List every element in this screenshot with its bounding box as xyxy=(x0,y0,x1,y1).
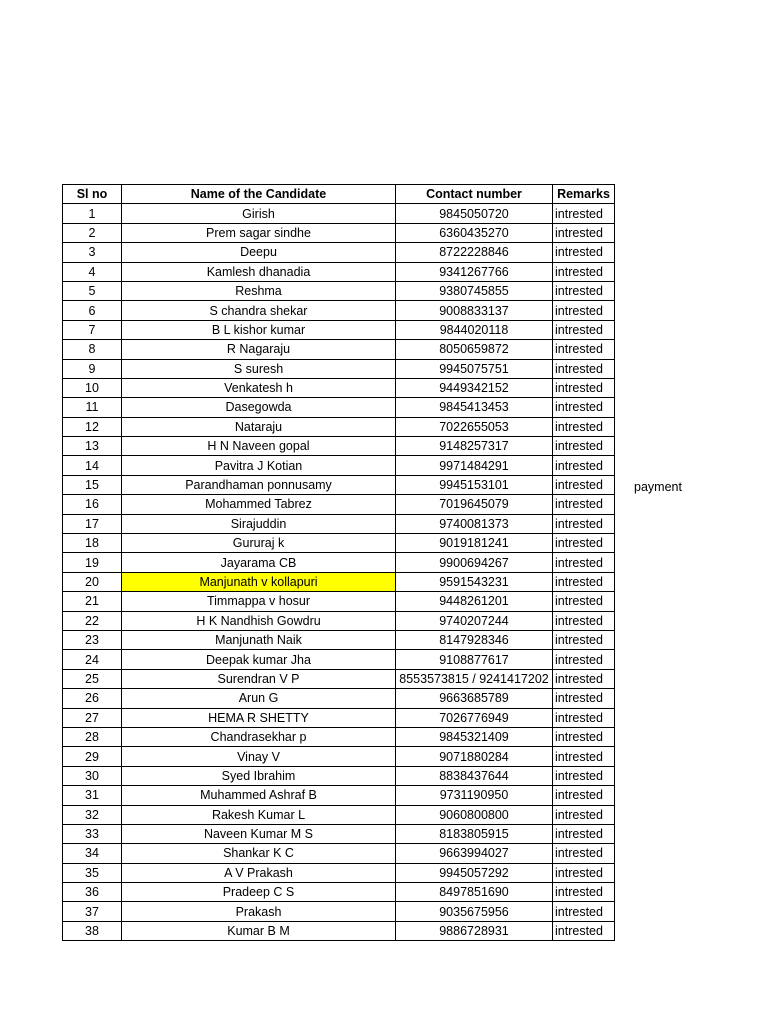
cell-sl-no: 5 xyxy=(63,281,122,300)
cell-candidate-name: Naveen Kumar M S xyxy=(122,824,396,843)
table-row xyxy=(63,766,615,785)
cell-sl-no: 2 xyxy=(63,223,122,242)
cell-contact-number: 8722228846 xyxy=(396,243,553,262)
cell-remarks: intrested xyxy=(553,359,615,378)
cell-contact-number: 9740081373 xyxy=(396,514,553,533)
table-row xyxy=(63,417,615,436)
table-row xyxy=(63,359,615,378)
cell-remarks: intrested xyxy=(553,301,615,320)
cell-contact-number: 9449342152 xyxy=(396,378,553,397)
table-row xyxy=(63,223,615,242)
cell-contact-number: 9731190950 xyxy=(396,786,553,805)
cell-remarks: intrested xyxy=(553,456,615,475)
cell-sl-no: 36 xyxy=(63,883,122,902)
cell-contact-number: 9845321409 xyxy=(396,727,553,746)
cell-contact-number: 9035675956 xyxy=(396,902,553,921)
cell-sl-no: 31 xyxy=(63,786,122,805)
candidate-sheet xyxy=(62,184,615,941)
cell-remarks: intrested xyxy=(553,786,615,805)
cell-remarks: intrested xyxy=(553,747,615,766)
table-row xyxy=(63,883,615,902)
table-row xyxy=(63,475,615,494)
table-row xyxy=(63,844,615,863)
cell-remarks: intrested xyxy=(553,475,615,494)
cell-contact-number: 8147928346 xyxy=(396,630,553,649)
cell-remarks: intrested xyxy=(553,223,615,242)
cell-remarks: intrested xyxy=(553,921,615,940)
cell-sl-no: 19 xyxy=(63,553,122,572)
cell-contact-number: 9945057292 xyxy=(396,863,553,882)
table-row xyxy=(63,572,615,591)
cell-remarks: intrested xyxy=(553,805,615,824)
table-row xyxy=(63,630,615,649)
cell-remarks: intrested xyxy=(553,514,615,533)
cell-sl-no: 32 xyxy=(63,805,122,824)
cell-candidate-name: Shankar K C xyxy=(122,844,396,863)
cell-candidate-name: B L kishor kumar xyxy=(122,320,396,339)
cell-sl-no: 30 xyxy=(63,766,122,785)
cell-sl-no: 1 xyxy=(63,204,122,223)
cell-sl-no: 37 xyxy=(63,902,122,921)
cell-contact-number: 9108877617 xyxy=(396,650,553,669)
table-row xyxy=(63,495,615,514)
header-contact-number: Contact number xyxy=(396,185,553,204)
cell-contact-number: 7019645079 xyxy=(396,495,553,514)
cell-sl-no: 3 xyxy=(63,243,122,262)
header-sl-no: Sl no xyxy=(63,185,122,204)
cell-candidate-name: Chandrasekhar p xyxy=(122,727,396,746)
cell-sl-no: 4 xyxy=(63,262,122,281)
cell-sl-no: 16 xyxy=(63,495,122,514)
cell-remarks: intrested xyxy=(553,824,615,843)
table-row xyxy=(63,320,615,339)
cell-sl-no: 38 xyxy=(63,921,122,940)
cell-remarks: intrested xyxy=(553,243,615,262)
cell-remarks: intrested xyxy=(553,417,615,436)
cell-remarks: intrested xyxy=(553,553,615,572)
cell-remarks: intrested xyxy=(553,495,615,514)
cell-candidate-name: HEMA R SHETTY xyxy=(122,708,396,727)
table-row xyxy=(63,805,615,824)
cell-contact-number: 9845050720 xyxy=(396,204,553,223)
cell-contact-number: 9008833137 xyxy=(396,301,553,320)
cell-remarks: intrested xyxy=(553,902,615,921)
candidate-table xyxy=(62,184,615,941)
cell-candidate-name: Rakesh Kumar L xyxy=(122,805,396,824)
cell-sl-no: 10 xyxy=(63,378,122,397)
cell-contact-number: 9663685789 xyxy=(396,689,553,708)
cell-remarks: intrested xyxy=(553,650,615,669)
cell-contact-number: 8838437644 xyxy=(396,766,553,785)
cell-candidate-name: Gururaj k xyxy=(122,534,396,553)
table-row xyxy=(63,863,615,882)
cell-candidate-name: S suresh xyxy=(122,359,396,378)
cell-candidate-name: Manjunath v kollapuri xyxy=(122,572,396,591)
cell-sl-no: 26 xyxy=(63,689,122,708)
cell-remarks: intrested xyxy=(553,727,615,746)
cell-candidate-name: Venkatesh h xyxy=(122,378,396,397)
cell-contact-number: 9591543231 xyxy=(396,572,553,591)
cell-sl-no: 8 xyxy=(63,340,122,359)
cell-contact-number: 9663994027 xyxy=(396,844,553,863)
cell-candidate-name: Vinay V xyxy=(122,747,396,766)
cell-remarks: intrested xyxy=(553,766,615,785)
cell-contact-number: 9448261201 xyxy=(396,592,553,611)
cell-remarks: intrested xyxy=(553,592,615,611)
cell-candidate-name: Kumar B M xyxy=(122,921,396,940)
cell-sl-no: 9 xyxy=(63,359,122,378)
cell-remarks: intrested xyxy=(553,883,615,902)
cell-remarks: intrested xyxy=(553,320,615,339)
cell-sl-no: 34 xyxy=(63,844,122,863)
cell-candidate-name: Muhammed Ashraf B xyxy=(122,786,396,805)
table-row xyxy=(63,689,615,708)
cell-remarks: intrested xyxy=(553,281,615,300)
cell-contact-number: 8497851690 xyxy=(396,883,553,902)
cell-candidate-name: Reshma xyxy=(122,281,396,300)
cell-sl-no: 6 xyxy=(63,301,122,320)
cell-contact-number: 9945075751 xyxy=(396,359,553,378)
cell-contact-number: 9740207244 xyxy=(396,611,553,630)
table-row xyxy=(63,553,615,572)
header-candidate-name: Name of the Candidate xyxy=(122,185,396,204)
cell-contact-number: 9844020118 xyxy=(396,320,553,339)
cell-candidate-name: Pavitra J Kotian xyxy=(122,456,396,475)
cell-contact-number: 8553573815 / 9241417202 xyxy=(396,669,553,688)
cell-candidate-name: Sirajuddin xyxy=(122,514,396,533)
cell-candidate-name: Deepak kumar Jha xyxy=(122,650,396,669)
cell-sl-no: 24 xyxy=(63,650,122,669)
table-row xyxy=(63,902,615,921)
cell-candidate-name: Dasegowda xyxy=(122,398,396,417)
cell-candidate-name: Deepu xyxy=(122,243,396,262)
cell-remarks: intrested xyxy=(553,844,615,863)
cell-candidate-name: Mohammed Tabrez xyxy=(122,495,396,514)
cell-remarks: intrested xyxy=(553,708,615,727)
cell-sl-no: 15 xyxy=(63,475,122,494)
cell-contact-number: 6360435270 xyxy=(396,223,553,242)
cell-sl-no: 20 xyxy=(63,572,122,591)
table-row xyxy=(63,514,615,533)
cell-candidate-name: Nataraju xyxy=(122,417,396,436)
cell-sl-no: 21 xyxy=(63,592,122,611)
table-row xyxy=(63,708,615,727)
cell-sl-no: 33 xyxy=(63,824,122,843)
cell-sl-no: 13 xyxy=(63,437,122,456)
cell-contact-number: 8050659872 xyxy=(396,340,553,359)
cell-contact-number: 9886728931 xyxy=(396,921,553,940)
cell-contact-number: 9945153101 xyxy=(396,475,553,494)
cell-candidate-name: Girish xyxy=(122,204,396,223)
cell-candidate-name: A V Prakash xyxy=(122,863,396,882)
cell-candidate-name: S chandra shekar xyxy=(122,301,396,320)
cell-candidate-name: Prakash xyxy=(122,902,396,921)
cell-remarks: intrested xyxy=(553,340,615,359)
cell-remarks: intrested xyxy=(553,611,615,630)
table-row xyxy=(63,378,615,397)
cell-candidate-name: Arun G xyxy=(122,689,396,708)
cell-remarks: intrested xyxy=(553,534,615,553)
cell-contact-number: 9060800800 xyxy=(396,805,553,824)
table-row xyxy=(63,669,615,688)
cell-candidate-name: Jayarama CB xyxy=(122,553,396,572)
cell-candidate-name: Syed Ibrahim xyxy=(122,766,396,785)
cell-contact-number: 9380745855 xyxy=(396,281,553,300)
cell-contact-number: 8183805915 xyxy=(396,824,553,843)
cell-contact-number: 9845413453 xyxy=(396,398,553,417)
table-row xyxy=(63,921,615,940)
header-row xyxy=(63,185,615,204)
cell-remarks: intrested xyxy=(553,863,615,882)
cell-candidate-name: H N Naveen gopal xyxy=(122,437,396,456)
cell-remarks: intrested xyxy=(553,572,615,591)
candidate-rows xyxy=(63,204,615,941)
table-row xyxy=(63,281,615,300)
cell-contact-number: 9900694267 xyxy=(396,553,553,572)
table-row xyxy=(63,650,615,669)
table-row xyxy=(63,301,615,320)
cell-remarks: intrested xyxy=(553,689,615,708)
cell-contact-number: 9341267766 xyxy=(396,262,553,281)
cell-remarks: intrested xyxy=(553,630,615,649)
table-row xyxy=(63,611,615,630)
cell-remarks: intrested xyxy=(553,262,615,281)
cell-contact-number: 9071880284 xyxy=(396,747,553,766)
table-row xyxy=(63,456,615,475)
cell-candidate-name: Pradeep C S xyxy=(122,883,396,902)
table-row xyxy=(63,340,615,359)
table-row xyxy=(63,262,615,281)
table-row xyxy=(63,824,615,843)
cell-candidate-name: Prem sagar sindhe xyxy=(122,223,396,242)
cell-sl-no: 14 xyxy=(63,456,122,475)
cell-sl-no: 22 xyxy=(63,611,122,630)
cell-candidate-name: Manjunath Naik xyxy=(122,630,396,649)
cell-remarks: intrested xyxy=(553,378,615,397)
table-row xyxy=(63,204,615,223)
cell-sl-no: 7 xyxy=(63,320,122,339)
cell-sl-no: 25 xyxy=(63,669,122,688)
cell-remarks: intrested xyxy=(553,669,615,688)
table-row xyxy=(63,786,615,805)
cell-sl-no: 17 xyxy=(63,514,122,533)
cell-contact-number: 7026776949 xyxy=(396,708,553,727)
cell-contact-number: 9019181241 xyxy=(396,534,553,553)
cell-sl-no: 12 xyxy=(63,417,122,436)
table-row xyxy=(63,398,615,417)
cell-contact-number: 9148257317 xyxy=(396,437,553,456)
table-row xyxy=(63,747,615,766)
cell-remarks: intrested xyxy=(553,398,615,417)
side-note-payment: payment xyxy=(634,480,682,494)
cell-candidate-name: Parandhaman ponnusamy xyxy=(122,475,396,494)
cell-candidate-name: Timmappa v hosur xyxy=(122,592,396,611)
cell-candidate-name: R Nagaraju xyxy=(122,340,396,359)
cell-sl-no: 27 xyxy=(63,708,122,727)
cell-contact-number: 7022655053 xyxy=(396,417,553,436)
cell-sl-no: 29 xyxy=(63,747,122,766)
header-remarks: Remarks xyxy=(553,185,615,204)
cell-candidate-name: H K Nandhish Gowdru xyxy=(122,611,396,630)
table-row xyxy=(63,243,615,262)
table-row xyxy=(63,727,615,746)
table-row xyxy=(63,437,615,456)
table-row xyxy=(63,534,615,553)
cell-sl-no: 11 xyxy=(63,398,122,417)
cell-remarks: intrested xyxy=(553,437,615,456)
cell-candidate-name: Kamlesh dhanadia xyxy=(122,262,396,281)
cell-sl-no: 18 xyxy=(63,534,122,553)
cell-sl-no: 23 xyxy=(63,630,122,649)
cell-sl-no: 35 xyxy=(63,863,122,882)
cell-remarks: intrested xyxy=(553,204,615,223)
table-row xyxy=(63,592,615,611)
cell-sl-no: 28 xyxy=(63,727,122,746)
cell-candidate-name: Surendran V P xyxy=(122,669,396,688)
cell-contact-number: 9971484291 xyxy=(396,456,553,475)
